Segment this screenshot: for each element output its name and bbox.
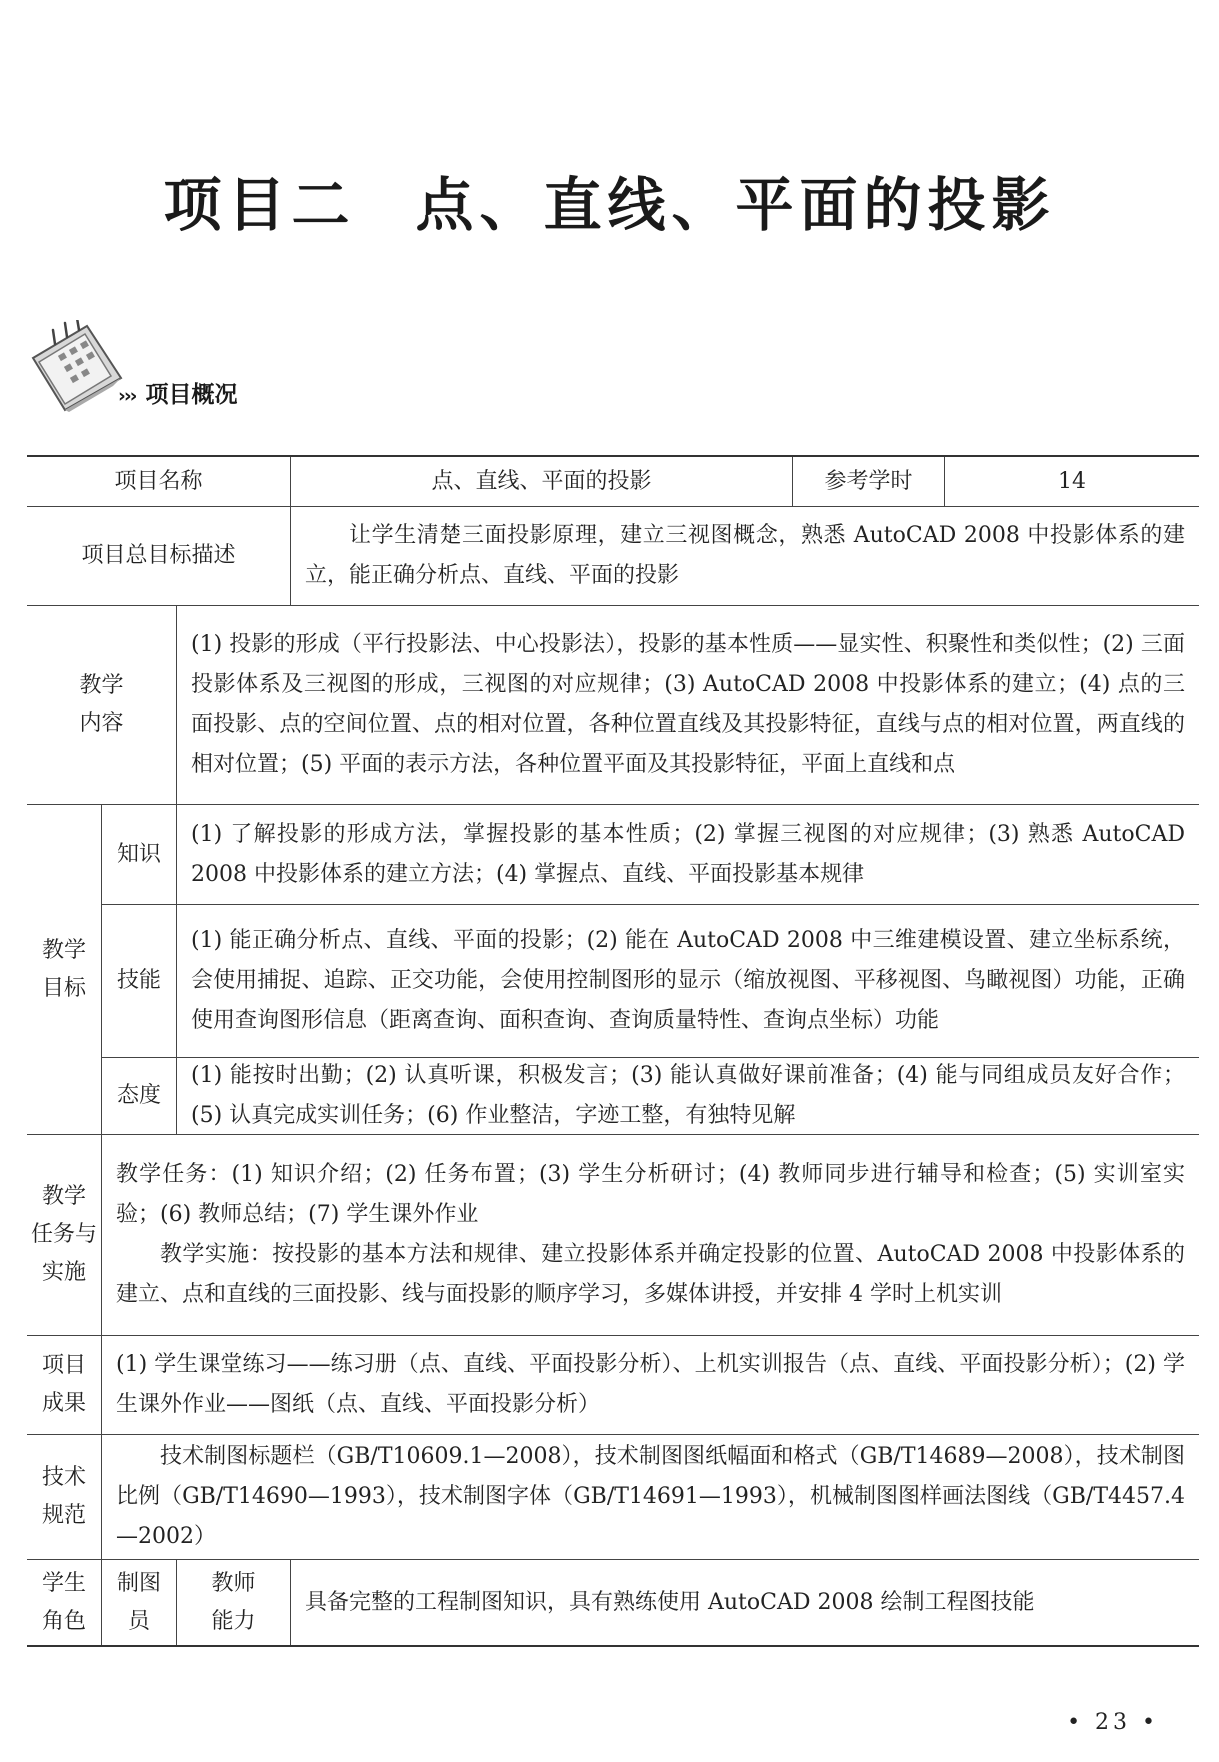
result-text: (1) 学生课堂练习——练习册（点、直线、平面投影分析）、上机实训报告（点、直线、平面投影分析）；(2) 学生课外作业——图纸（点、直线、平面投影分析） — [116, 1352, 1185, 1417]
teacher-label-line-1: 教师 — [211, 1570, 256, 1596]
task-label-line-1: 教学 — [41, 1184, 86, 1209]
content-cell — [177, 606, 1199, 805]
content-label-line-2: 内容 — [79, 711, 124, 736]
task-text: 教学任务：(1) 知识介绍；(2) 任务布置；(3) 学生分析研讨；(4) 教师同步进行辅导和检查；(5) 实训室实验；(6) 教师总结；(7) 学生课外作业 — [116, 1162, 1185, 1227]
skill-text: (1) 能正确分析点、直线、平面的投影；(2) 能在 AutoCAD 2008 中三维建模设置、建立坐标系统，会使用捕捉、追踪、正交功能，会使用控制图形的显示（缩放视图、平移视图、鸟瞰视图）功能，正确使用查询图形信息（距离查询、面积查询、查询质量特性、查询点坐标）功能 — [191, 928, 1185, 1033]
project-overview-table — [27, 455, 1199, 1647]
page-title — [0, 158, 1219, 242]
task-label-line-2: 任务与 — [30, 1222, 97, 1247]
role-value-line-2: 员 — [127, 1608, 150, 1634]
attitude-cell — [177, 1058, 1199, 1135]
teacher-label-line-2: 能力 — [211, 1608, 256, 1634]
implementation-text: 教学实施：按投影的基本方法和规律、建立投影体系并确定投影的位置、AutoCAD 2008 中投影体系的建立、点和直线的三面投影、线与面投影的顺序学习，多媒体讲授，并安排 4 学时上机实训 — [116, 1242, 1185, 1307]
result-label-line-1: 项目 — [41, 1353, 86, 1378]
content-label-line-1: 教学 — [79, 673, 124, 698]
goal-label: 项目总目标描述 — [27, 507, 291, 606]
spec-text: 技术制图标题栏（GB/T10609.1—2008），技术制图图纸幅面和格式（GB/T14689—2008），技术制图比例（GB/T14690—1993），技术制图字体（GB/T14691—1993），机械制图图样画法图线（GB/T4457.4—2002） — [116, 1444, 1185, 1549]
teacher-text: 具备完整的工程制图知识，具有熟练使用 AutoCAD 2008 绘制工程图技能 — [305, 1589, 1035, 1615]
result-label — [27, 1336, 102, 1435]
spec-label-line-2: 规范 — [41, 1503, 86, 1528]
role-value — [102, 1560, 177, 1645]
content-text: (1) 投影的形成（平行投影法、中心投影法），投影的基本性质——显实性、积聚性和类似性；(2) 三面投影体系及三视图的形成，三视图的对应规律；(3) AutoCAD 2008 中投影体系的建立；(4) 点的三面投影、点的空间位置、点的相对位置，各种位置直线及其投影特征，直线与点的相对位置，两直线的相对位置；(5) 平面的表示方法，各种位置平面及其投影特征，平面上直线和点 — [191, 632, 1185, 777]
role-value-line-1: 制图 — [116, 1570, 161, 1596]
knowledge-label: 知识 — [102, 805, 177, 905]
task-cell — [102, 1135, 1199, 1336]
project-name-value: 点、直线、平面的投影 — [291, 457, 793, 507]
goal-text: 让学生清楚三面投影原理，建立三视图概念，熟悉 AutoCAD 2008 中投影体系的建立，能正确分析点、直线、平面的投影 — [305, 523, 1185, 588]
hours-value: 14 — [945, 457, 1199, 507]
task-label-line-3: 实施 — [41, 1260, 86, 1285]
task-label — [27, 1135, 102, 1336]
attitude-text: (1) 能按时出勤；(2) 认真听课，积极发言；(3) 能认真做好课前准备；(4) 能与同组成员友好合作；(5) 认真完成实训任务；(6) 作业整洁，字迹工整，有独特见解 — [191, 1063, 1185, 1128]
project-name-label: 项目名称 — [27, 457, 291, 507]
role-label-line-2: 角色 — [41, 1608, 86, 1634]
section-heading — [118, 376, 238, 409]
content-label — [27, 606, 177, 805]
skill-label: 技能 — [102, 905, 177, 1058]
title-project-name: 点、直线、平面的投影 — [415, 171, 1056, 239]
skill-cell — [177, 905, 1199, 1058]
spec-label-line-1: 技术 — [41, 1465, 86, 1490]
spec-cell — [102, 1435, 1199, 1560]
knowledge-text: (1) 了解投影的形成方法，掌握投影的基本性质；(2) 掌握三视图的对应规律；(3) 熟悉 AutoCAD 2008 中投影体系的建立方法；(4) 掌握点、直线、平面投影基本规律 — [191, 821, 1185, 887]
triple-chevron-icon: ››› — [118, 385, 136, 407]
result-label-line-2: 成果 — [41, 1391, 86, 1416]
knowledge-cell — [177, 805, 1199, 905]
objective-label-line-2: 目标 — [41, 975, 86, 1001]
result-cell — [102, 1336, 1199, 1435]
section-heading-text: 项目概况 — [145, 382, 238, 408]
title-project-number: 项目二 — [163, 171, 356, 239]
calendar-icon — [25, 320, 125, 412]
teacher-cell — [291, 1560, 1199, 1645]
objective-label — [27, 805, 102, 1135]
hours-label: 参考学时 — [793, 457, 945, 507]
page-number: • 23 • — [1067, 1710, 1159, 1735]
spec-label — [27, 1435, 102, 1560]
teacher-label — [177, 1560, 291, 1645]
goal-cell — [291, 507, 1199, 606]
objective-label-line-1: 教学 — [41, 937, 86, 963]
role-label-line-1: 学生 — [41, 1570, 86, 1596]
role-label — [27, 1560, 102, 1645]
attitude-label: 态度 — [102, 1058, 177, 1135]
